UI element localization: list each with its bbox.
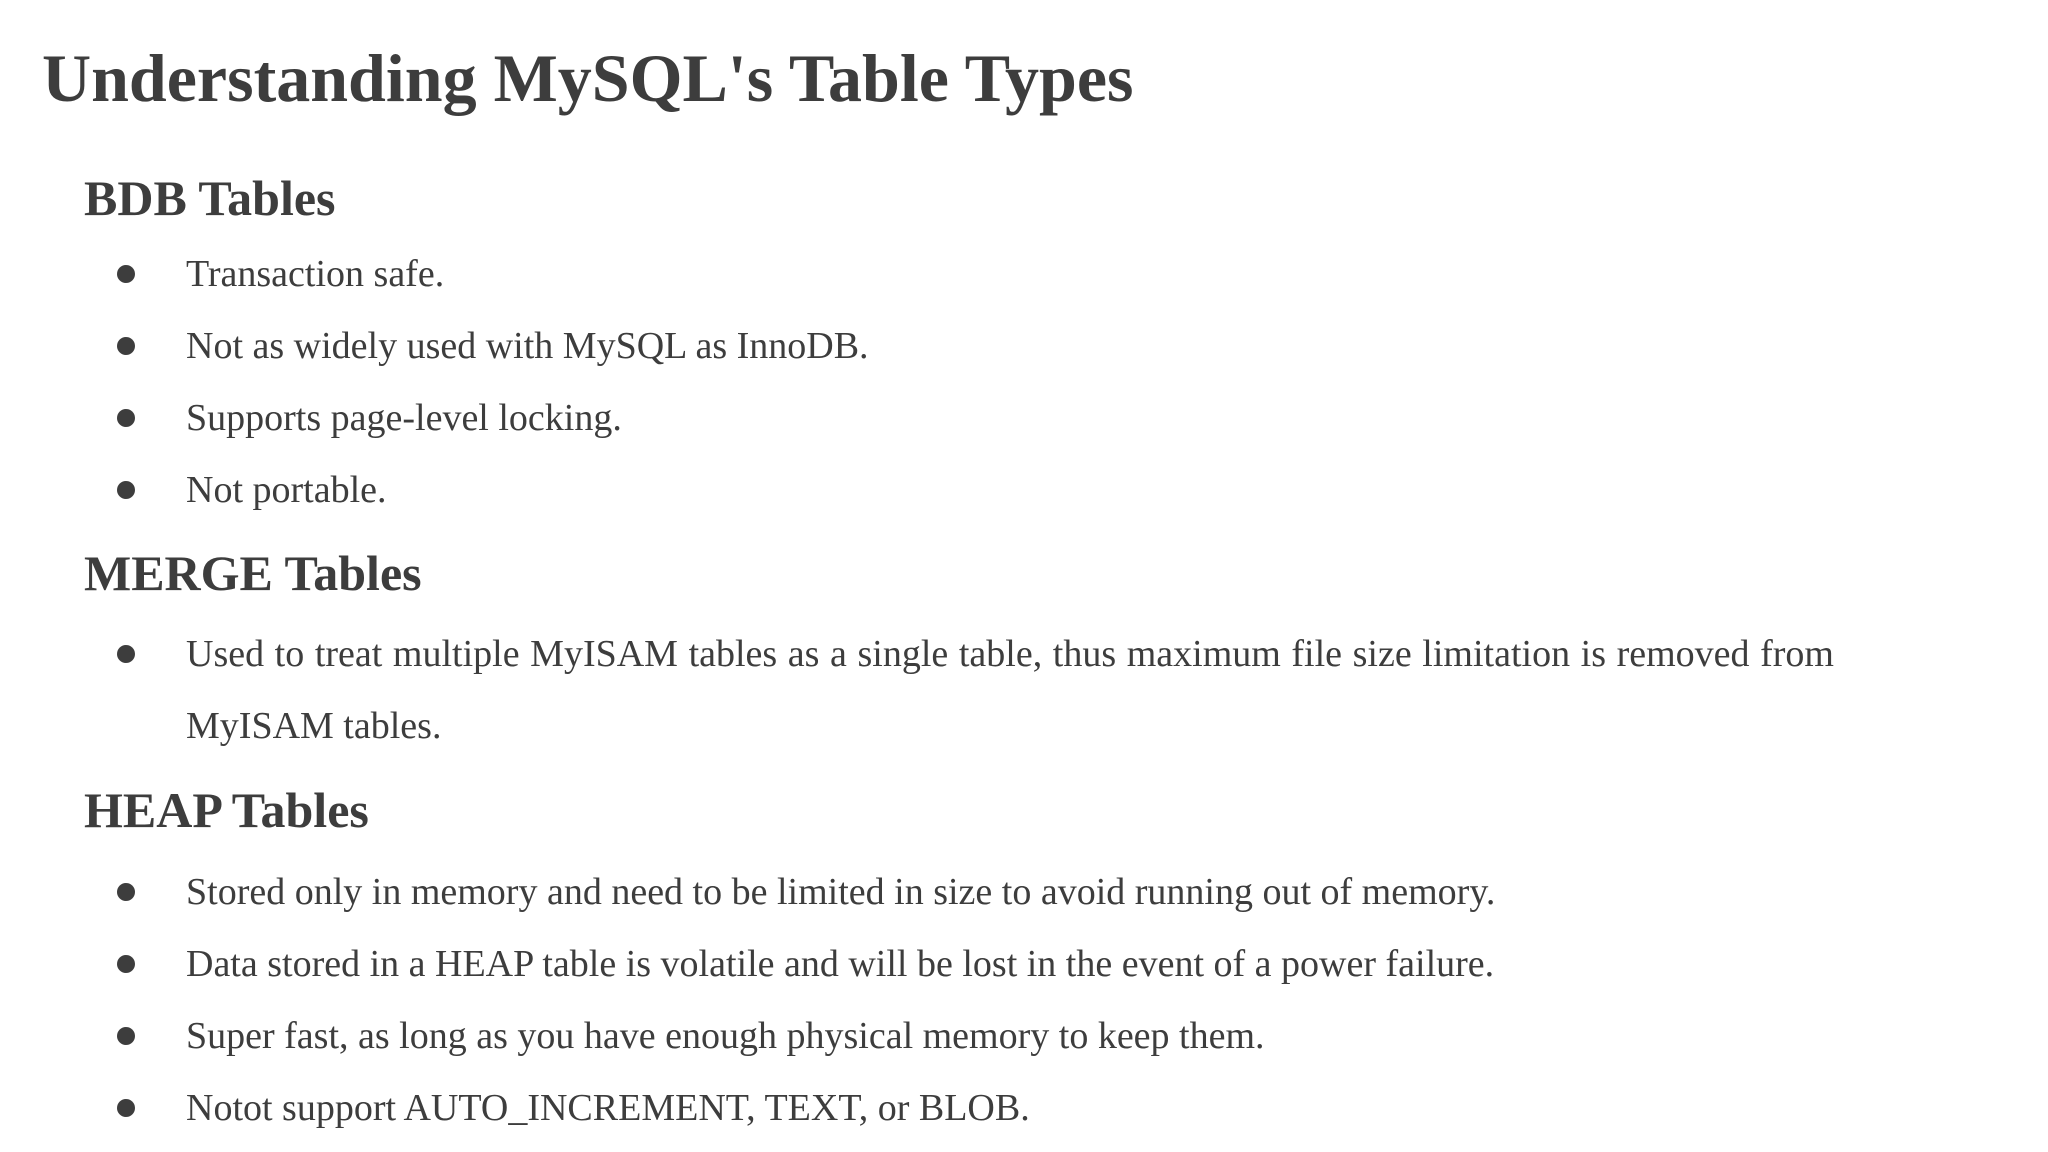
bullet-icon [117, 409, 135, 427]
list-item-text: Not as widely used with MySQL as InnoDB. [186, 325, 869, 367]
bullet-icon [117, 955, 135, 973]
page-title: Understanding MySQL's Table Types [42, 40, 1134, 116]
list-item [0, 238, 1834, 310]
list-item-text: Stored only in memory and need to be limited in size to avoid running out of memory. [186, 871, 1496, 913]
section-heading-heap-tables: HEAP Tables [84, 782, 369, 838]
bullet-icon [117, 265, 135, 283]
list-item [0, 618, 1834, 762]
list-item [0, 382, 1834, 454]
list-item [0, 856, 1834, 928]
bullet-icon [117, 337, 135, 355]
list-item [0, 1000, 1834, 1072]
list-item-text: Data stored in a HEAP table is volatile and will be lost in the event of a power failure. [186, 943, 1495, 985]
list-item-text: Notot support AUTO_INCREMENT, TEXT, or BLOB. [186, 1087, 1030, 1129]
bullet-icon [117, 1099, 135, 1117]
bdb-tables-list [0, 238, 2048, 526]
list-item-text: Supports page-level locking. [186, 397, 622, 439]
list-item [0, 928, 1834, 1000]
list-item [0, 454, 1834, 526]
section-heading-bdb-tables: BDB Tables [84, 170, 336, 226]
list-item [0, 310, 1834, 382]
section-heading-merge-tables: MERGE Tables [84, 545, 422, 601]
bullet-icon [117, 1027, 135, 1045]
list-item-text: Super fast, as long as you have enough physical memory to keep them. [186, 1015, 1265, 1057]
list-item-text: Not portable. [186, 469, 387, 511]
bullet-icon [117, 481, 135, 499]
merge-tables-list [0, 618, 2048, 762]
bullet-icon [117, 883, 135, 901]
list-item [0, 1072, 1834, 1144]
list-item-text: Used to treat multiple MyISAM tables as a single table, thus maximum file size limitation is removed from MyISAM tables. [186, 633, 1834, 747]
bullet-icon [117, 645, 135, 663]
heap-tables-list [0, 856, 2048, 1144]
list-item-text: Transaction safe. [186, 253, 445, 295]
